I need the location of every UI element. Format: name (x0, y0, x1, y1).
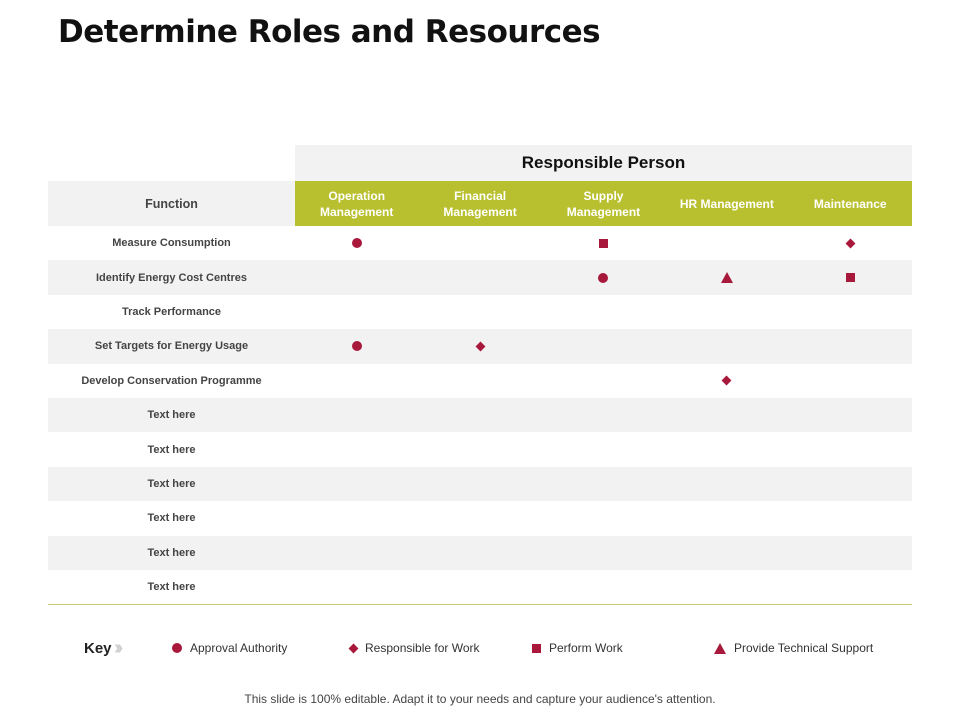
table-row (48, 536, 912, 570)
table-row (48, 295, 912, 329)
triangle-icon (714, 643, 726, 654)
matrix-cell (418, 364, 541, 398)
table-row (48, 260, 912, 294)
matrix-cell (418, 467, 541, 501)
matrix-cell (418, 570, 541, 604)
matrix-cell (542, 226, 665, 260)
function-cell: Text here (147, 546, 196, 559)
matrix-cell (295, 398, 418, 432)
column-header-row (48, 181, 912, 226)
function-cell: Measure Consumption (112, 237, 231, 250)
matrix-cell (295, 260, 418, 294)
circle-icon (598, 273, 608, 283)
column-header-operation-management: Operation Management (295, 181, 418, 226)
matrix-cell (665, 467, 788, 501)
table-row (48, 501, 912, 535)
circle-icon (172, 643, 182, 653)
triangle-icon (721, 272, 733, 283)
matrix-cell (665, 329, 788, 363)
matrix-cell (418, 398, 541, 432)
chevron-right-icon: ›› (114, 636, 120, 659)
responsible-person-header: Responsible Person (295, 145, 912, 181)
function-cell: Text here (147, 409, 196, 422)
matrix-cell (789, 467, 912, 501)
matrix-cell (665, 226, 788, 260)
matrix-cell (295, 467, 418, 501)
diamond-icon (722, 376, 732, 386)
matrix-cell (789, 398, 912, 432)
function-cell: Text here (147, 581, 196, 594)
matrix-cell (418, 536, 541, 570)
matrix-cell (295, 501, 418, 535)
circle-icon (352, 238, 362, 248)
matrix-cell (542, 536, 665, 570)
legend-label: Provide Technical Support (734, 641, 874, 655)
legend-item-responsible-for-work (350, 641, 532, 655)
matrix-cell (418, 501, 541, 535)
matrix-cell (665, 364, 788, 398)
legend-title: Key (84, 639, 112, 657)
matrix-cell (665, 295, 788, 329)
matrix-cell (789, 432, 912, 466)
column-header-financial-management: Financial Management (418, 181, 541, 226)
column-header-supply-management: Supply Management (542, 181, 665, 226)
function-cell: Develop Conservation Programme (81, 374, 262, 387)
matrix-cell (665, 536, 788, 570)
footer-note: This slide is 100% editable. Adapt it to your needs and capture your audience's attention. (244, 692, 716, 706)
table-row (48, 364, 912, 398)
legend (84, 636, 904, 660)
legend-item-perform-work (532, 641, 714, 655)
table-row (48, 467, 912, 501)
circle-icon (352, 341, 362, 351)
matrix-cell (665, 432, 788, 466)
matrix-cell (418, 260, 541, 294)
matrix-cell (542, 329, 665, 363)
matrix-cell (418, 329, 541, 363)
matrix-cell (542, 260, 665, 294)
matrix-cell (418, 295, 541, 329)
matrix-cell (295, 329, 418, 363)
legend-item-approval-authority (172, 641, 350, 655)
matrix-cell (295, 536, 418, 570)
table-row (48, 432, 912, 466)
legend-item-provide-technical-support (714, 641, 873, 655)
matrix-cell (665, 501, 788, 535)
column-header-maintenance: Maintenance (789, 181, 912, 226)
square-icon (599, 239, 608, 248)
matrix-cell (789, 536, 912, 570)
matrix-cell (789, 570, 912, 604)
page-title: Determine Roles and Resources (58, 14, 601, 50)
matrix-cell (789, 226, 912, 260)
matrix-cell (789, 295, 912, 329)
legend-label: Responsible for Work (365, 641, 480, 655)
matrix-cell (789, 329, 912, 363)
matrix-cell (418, 432, 541, 466)
function-cell: Text here (147, 512, 196, 525)
diamond-icon (845, 238, 855, 248)
function-cell: Text here (147, 443, 196, 456)
roles-matrix (48, 181, 912, 605)
diamond-icon (475, 341, 485, 351)
matrix-cell (542, 501, 665, 535)
table-row (48, 570, 912, 604)
matrix-cell (295, 226, 418, 260)
square-icon (532, 644, 541, 653)
matrix-cell (295, 570, 418, 604)
matrix-cell (295, 432, 418, 466)
matrix-cell (542, 467, 665, 501)
table-row (48, 398, 912, 432)
matrix-body (48, 226, 912, 604)
matrix-cell (418, 226, 541, 260)
matrix-cell (295, 364, 418, 398)
function-cell: Text here (147, 477, 196, 490)
function-cell: Set Targets for Energy Usage (94, 340, 249, 353)
function-cell: Identify Energy Cost Centres (96, 271, 247, 284)
matrix-cell (789, 501, 912, 535)
column-header-hr-management: HR Management (665, 181, 788, 226)
function-cell: Track Performance (121, 305, 222, 318)
matrix-cell (542, 364, 665, 398)
table-row (48, 329, 912, 363)
matrix-cell (542, 295, 665, 329)
matrix-cell (295, 295, 418, 329)
diamond-icon (349, 643, 359, 653)
matrix-cell (542, 432, 665, 466)
matrix-cell (789, 364, 912, 398)
table-row (48, 226, 912, 260)
matrix-cell (542, 570, 665, 604)
square-icon (846, 273, 855, 282)
function-column-header: Function (48, 181, 295, 226)
matrix-cell (542, 398, 665, 432)
matrix-cell (665, 570, 788, 604)
matrix-cell (665, 398, 788, 432)
matrix-cell (789, 260, 912, 294)
legend-label: Approval Authority (190, 641, 288, 655)
matrix-cell (665, 260, 788, 294)
legend-label: Perform Work (549, 641, 623, 655)
